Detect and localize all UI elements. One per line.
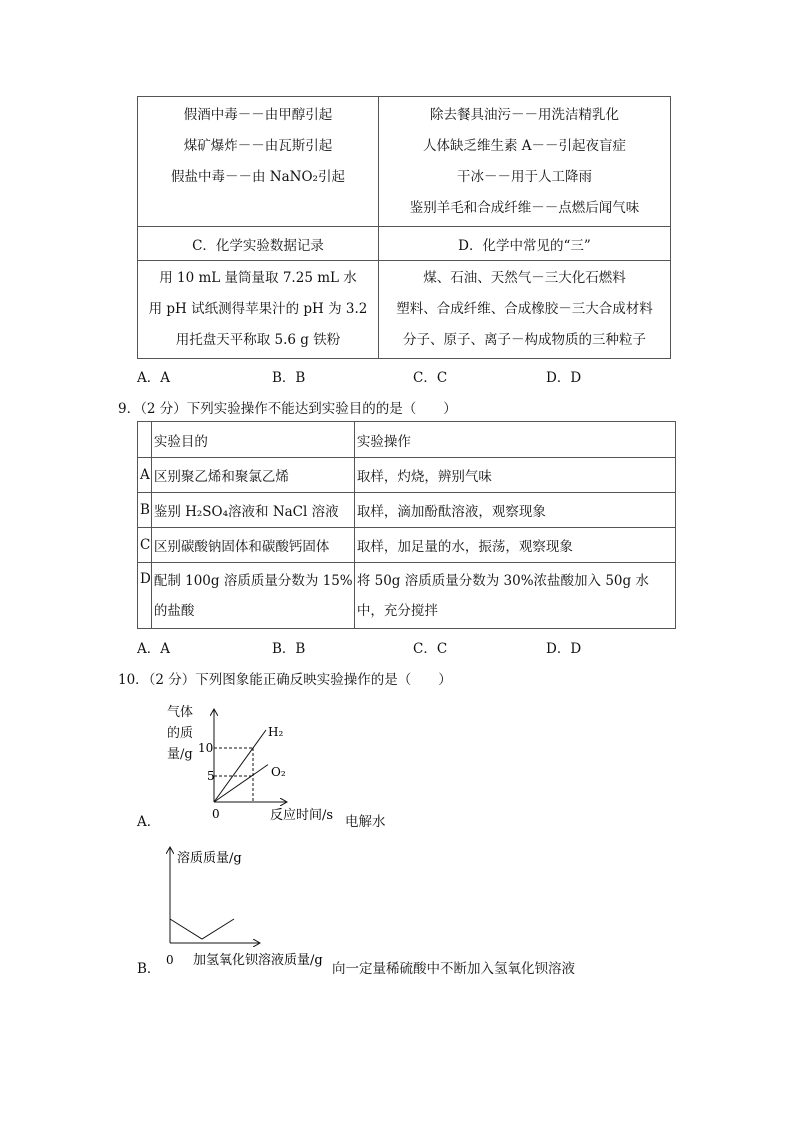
q9-row-b-operation: 取样，滴加酚酞溶液，观察现象 xyxy=(354,493,675,528)
q9-option-d[interactable]: D．D xyxy=(546,641,582,657)
q9-row-d-label: D xyxy=(138,563,152,629)
series-h2-line xyxy=(214,730,266,802)
x-axis-label: 加氢氧化钡溶液质量/g xyxy=(193,953,323,968)
q10-option-b-label[interactable]: B． xyxy=(137,961,161,977)
line-d-1: 煤、石油、天然气－三大化石燃料 xyxy=(423,270,626,286)
line-a-right-1: 除去餐具油污－－用洗洁精乳化 xyxy=(430,106,619,123)
cell-a-right xyxy=(379,97,671,227)
line-a-right-4: 鉴别羊毛和合成纤维－－点燃后闻气味 xyxy=(409,199,640,216)
line-d-3: 分子、原子、离子－构成物质的三种粒子 xyxy=(403,332,646,348)
q9-head-purpose: 实验目的 xyxy=(151,422,354,458)
head-c: C．化学实验数据记录 xyxy=(138,227,379,261)
q9-stem: 9．（2 分）下列实验操作不能达到实验目的的是（ ） xyxy=(118,401,457,417)
y-tick-10: 10 xyxy=(198,741,214,755)
q8-option-c[interactable]: C．C xyxy=(413,370,448,386)
y-axis-label: 溶质质量/g xyxy=(177,851,242,866)
q8-options xyxy=(0,366,794,386)
line-a-left-2: 煤矿爆炸－－由瓦斯引起 xyxy=(183,137,333,154)
line-d-2: 塑料、合成纤维、合成橡胶－三大合成材料 xyxy=(396,301,653,317)
q9-row-a-label: A xyxy=(138,458,152,493)
series-o2-label: O₂ xyxy=(271,765,286,779)
q9-row-c-label: C xyxy=(138,528,152,563)
chart-barium-hydroxide xyxy=(155,840,345,975)
q9-option-c[interactable]: C．C xyxy=(413,641,448,657)
q9-row-d-purpose: 配制 100g 溶质质量分数为 15%的盐酸 xyxy=(151,563,354,629)
q8-option-d[interactable]: D．D xyxy=(546,370,582,386)
q10-option-a-caption: 电解水 xyxy=(345,814,386,830)
q10-option-a-label[interactable]: A． xyxy=(137,814,161,830)
y-axis-label xyxy=(167,704,193,762)
line-c-1: 用 10 mL 量筒量取 7.25 mL 水 xyxy=(159,270,357,286)
cell-a-left xyxy=(138,97,379,227)
y-tick-5: 5 xyxy=(207,769,215,783)
q10-option-b-caption: 向一定量稀硫酸中不断加入氢氧化钡溶液 xyxy=(332,961,575,977)
line-a-left-3: 假盐中毒－－由 NaNO₂引起 xyxy=(171,168,345,185)
line-c-3: 用托盘天平称取 5.6 g 铁粉 xyxy=(175,332,341,348)
q8-table xyxy=(137,96,671,359)
line-a-right-3: 干冰－－用于人工降雨 xyxy=(457,168,592,185)
q9-options xyxy=(0,637,794,657)
q9-table xyxy=(137,421,676,629)
x-axis-label: 反应时间/s xyxy=(270,808,334,823)
y-axis-label-line-1: 气体 xyxy=(167,705,194,720)
q9-row-c-purpose: 区别碳酸钠固体和碳酸钙固体 xyxy=(151,528,354,563)
q8-option-b[interactable]: B．B xyxy=(272,370,306,386)
origin-label: 0 xyxy=(212,807,220,821)
series-o2-line xyxy=(214,765,268,802)
series-solute-mass-line xyxy=(170,919,234,939)
q9-option-a[interactable]: A．A xyxy=(137,641,170,657)
cell-d xyxy=(379,261,671,359)
q9-row-d-operation: 将 50g 溶质质量分数为 30%浓盐酸加入 50g 水中，充分搅拌 xyxy=(354,563,675,629)
y-axis-label-line-2: 的质 xyxy=(167,726,194,741)
q9-head-operation: 实验操作 xyxy=(354,422,675,458)
origin-label: 0 xyxy=(166,953,174,967)
y-axis-label-line-3: 量/g xyxy=(167,747,193,762)
series-h2-label: H₂ xyxy=(268,725,284,739)
q10-stem: 10．（2 分）下列图象能正确反映实验操作的是（ ） xyxy=(118,672,452,688)
line-a-left-1: 假酒中毒－－由甲醇引起 xyxy=(183,106,333,123)
q8-option-a[interactable]: A．A xyxy=(137,370,170,386)
line-c-2: 用 pH 试纸测得苹果汁的 pH 为 3.2 xyxy=(148,301,368,317)
cell-c xyxy=(138,261,379,359)
q9-row-a-operation: 取样，灼烧，辨别气味 xyxy=(354,458,675,493)
q9-row-a-purpose: 区别聚乙烯和聚氯乙烯 xyxy=(151,458,354,493)
line-a-right-2: 人体缺乏维生素 A－－引起夜盲症 xyxy=(422,137,627,154)
head-d: D．化学中常见的“三” xyxy=(379,227,671,261)
q9-option-b[interactable]: B．B xyxy=(272,641,306,657)
q9-row-c-operation: 取样，加足量的水，振荡，观察现象 xyxy=(354,528,675,563)
q9-row-b-purpose: 鉴别 H₂SO₄溶液和 NaCl 溶液 xyxy=(151,493,354,528)
q9-row-b-label: B xyxy=(138,493,152,528)
